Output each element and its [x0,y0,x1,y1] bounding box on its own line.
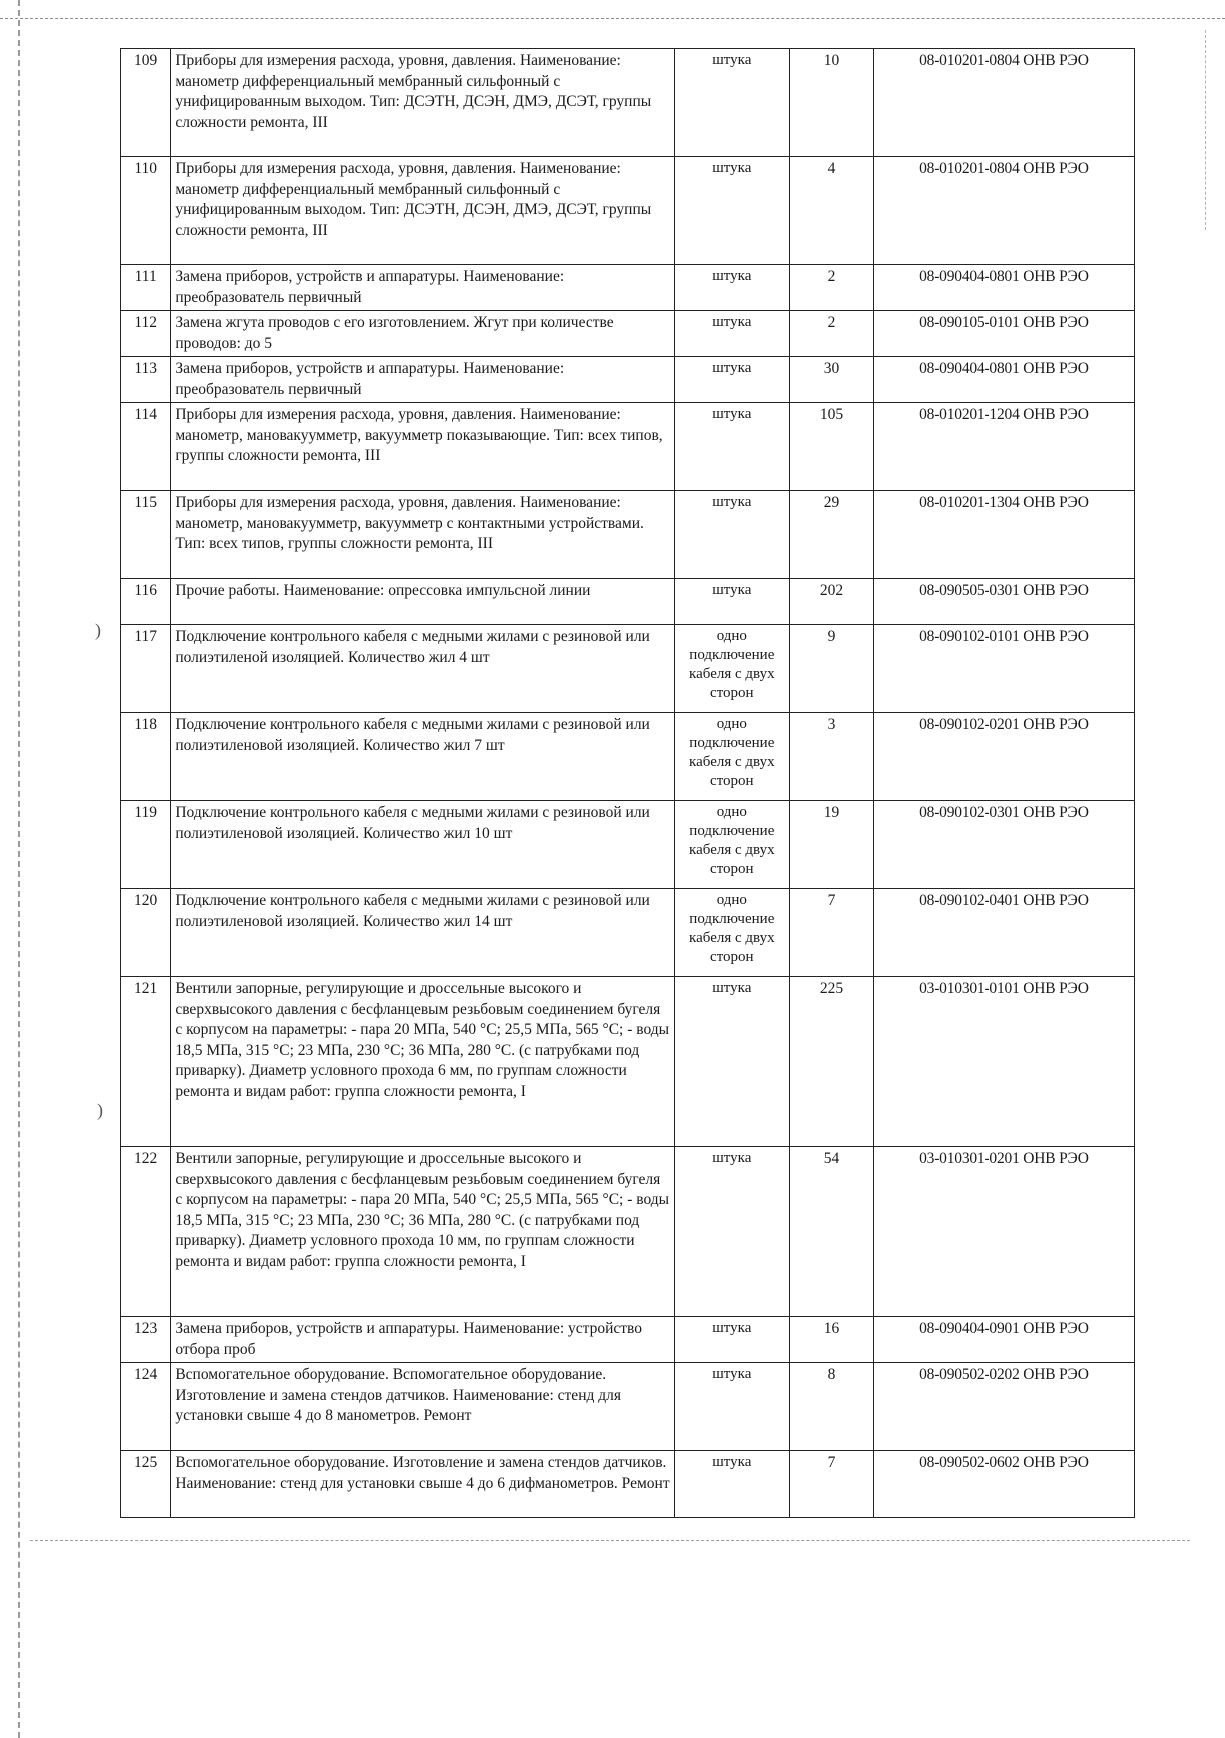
table-row [121,49,1135,157]
scan-artifact-mark: ) [97,1100,103,1120]
quantity: 29 [790,491,874,579]
table-row [121,265,1135,311]
row-number: 117 [121,625,171,713]
table-row [121,491,1135,579]
work-description: Приборы для измерения расхода, уровня, давления. Наименование: манометр дифференциальный мембранный сильфонный с унифицированным выходом. Тип: ДСЭТН, ДСЭН, ДМЭ, ДСЭТ, группы сложности ремонта, III [171,157,674,265]
quantity: 30 [790,357,874,403]
row-number: 121 [121,977,171,1147]
work-description: Замена жгута проводов с его изготовлением. Жгут при количестве проводов: до 5 [171,311,674,357]
work-description: Вспомогательное оборудование. Вспомогательное оборудование. Изготовление и замена стендов датчиков. Наименование: стенд для установки свыше 4 до 8 манометров. Ремонт [171,1363,674,1451]
quantity: 8 [790,1363,874,1451]
row-number: 110 [121,157,171,265]
row-number: 111 [121,265,171,311]
row-number: 123 [121,1317,171,1363]
norm-code: 08-090404-0901 ОНВ РЭО [873,1317,1134,1363]
norm-code: 08-090105-0101 ОНВ РЭО [873,311,1134,357]
row-number: 120 [121,889,171,977]
norm-code: 08-090505-0301 ОНВ РЭО [873,579,1134,625]
unit-of-measure: штука [674,1317,789,1363]
quantity: 54 [790,1147,874,1317]
unit-of-measure: одно подключение кабеля с двух сторон [674,889,789,977]
work-description: Подключение контрольного кабеля с медными жилами с резиновой или полиэтиленой изоляцией. Количество жил 4 шт [171,625,674,713]
row-number: 109 [121,49,171,157]
work-description: Замена приборов, устройств и аппаратуры. Наименование: преобразователь первичный [171,265,674,311]
row-number: 113 [121,357,171,403]
row-number: 115 [121,491,171,579]
row-number: 122 [121,1147,171,1317]
work-description: Подключение контрольного кабеля с медными жилами с резиновой или полиэтиленовой изоляцией. Количество жил 7 шт [171,713,674,801]
table-row [121,889,1135,977]
unit-of-measure: штука [674,1451,789,1518]
work-description: Приборы для измерения расхода, уровня, давления. Наименование: манометр дифференциальный мембранный сильфонный с унифицированным выходом. Тип: ДСЭТН, ДСЭН, ДМЭ, ДСЭТ, группы сложности ремонта, III [171,49,674,157]
table-row [121,977,1135,1147]
norm-code: 03-010301-0201 ОНВ РЭО [873,1147,1134,1317]
unit-of-measure: штука [674,357,789,403]
norm-code: 08-090102-0301 ОНВ РЭО [873,801,1134,889]
work-description: Приборы для измерения расхода, уровня, давления. Наименование: манометр, мановакуумметр, вакуумметр показывающие. Тип: всех типов, группы сложности ремонта, III [171,403,674,491]
quantity: 3 [790,713,874,801]
quantity: 10 [790,49,874,157]
scan-border-top [0,18,1225,19]
table-row [121,311,1135,357]
row-number: 112 [121,311,171,357]
quantity: 225 [790,977,874,1147]
quantity: 16 [790,1317,874,1363]
unit-of-measure: штука [674,977,789,1147]
norm-code: 08-010201-0804 ОНВ РЭО [873,157,1134,265]
norm-code: 08-090102-0401 ОНВ РЭО [873,889,1134,977]
norm-code: 08-090404-0801 ОНВ РЭО [873,265,1134,311]
scan-border-right [1205,30,1206,230]
unit-of-measure: штука [674,579,789,625]
table-row [121,713,1135,801]
work-description: Приборы для измерения расхода, уровня, давления. Наименование: манометр, мановакуумметр, вакуумметр с контактными устройствами. Тип: всех типов, группы сложности ремонта, III [171,491,674,579]
norm-code: 08-090502-0602 ОНВ РЭО [873,1451,1134,1518]
work-description: Подключение контрольного кабеля с медными жилами с резиновой или полиэтиленовой изоляцией. Количество жил 14 шт [171,889,674,977]
unit-of-measure: штука [674,157,789,265]
work-description: Подключение контрольного кабеля с медными жилами с резиновой или полиэтиленовой изоляцией. Количество жил 10 шт [171,801,674,889]
table-row [121,1317,1135,1363]
norm-code: 08-090102-0201 ОНВ РЭО [873,713,1134,801]
norm-code: 08-090102-0101 ОНВ РЭО [873,625,1134,713]
unit-of-measure: штука [674,491,789,579]
quantity: 19 [790,801,874,889]
unit-of-measure: штука [674,1147,789,1317]
quantity: 7 [790,1451,874,1518]
table-row [121,1451,1135,1518]
row-number: 125 [121,1451,171,1518]
work-description: Прочие работы. Наименование: опрессовка импульсной линии [171,579,674,625]
table-row [121,1147,1135,1317]
table-row [121,357,1135,403]
scan-artifact-mark: ) [95,620,101,640]
table-row [121,625,1135,713]
unit-of-measure: штука [674,265,789,311]
norm-code: 03-010301-0101 ОНВ РЭО [873,977,1134,1147]
row-number: 124 [121,1363,171,1451]
row-number: 119 [121,801,171,889]
work-description: Замена приборов, устройств и аппаратуры. Наименование: преобразователь первичный [171,357,674,403]
norm-code: 08-010201-1204 ОНВ РЭО [873,403,1134,491]
unit-of-measure: штука [674,311,789,357]
quantity: 2 [790,265,874,311]
work-description: Вспомогательное оборудование. Изготовление и замена стендов датчиков. Наименование: стенд для установки свыше 4 до 6 дифманометров. Ремонт [171,1451,674,1518]
work-description: Вентили запорные, регулирующие и дроссельные высокого и сверхвысокого давления с бесфланцевым резьбовым соединением бугеля с корпусом на параметры: - пара 20 МПа, 540 °С; 25,5 МПа, 565 °С; - воды 18,5 МПа, 315 °С; 23 МПа, 230 °С; 36 МПа, 280 °С. (с патрубками под приварку). Диаметр условного прохода 10 мм, по группам сложности ремонта и видам работ: группа сложности ремонта, I [171,1147,674,1317]
unit-of-measure: штука [674,1363,789,1451]
norm-code: 08-090404-0801 ОНВ РЭО [873,357,1134,403]
table-row [121,801,1135,889]
row-number: 114 [121,403,171,491]
norm-code: 08-090502-0202 ОНВ РЭО [873,1363,1134,1451]
row-number: 116 [121,579,171,625]
scan-border-left [18,0,20,1738]
scan-border-bottom [30,1540,1190,1541]
table-row [121,157,1135,265]
estimate-table [120,48,1135,1518]
quantity: 7 [790,889,874,977]
unit-of-measure: одно подключение кабеля с двух сторон [674,713,789,801]
table-row [121,403,1135,491]
quantity: 9 [790,625,874,713]
work-description: Замена приборов, устройств и аппаратуры. Наименование: устройство отбора проб [171,1317,674,1363]
row-number: 118 [121,713,171,801]
quantity: 202 [790,579,874,625]
norm-code: 08-010201-0804 ОНВ РЭО [873,49,1134,157]
norm-code: 08-010201-1304 ОНВ РЭО [873,491,1134,579]
table-row [121,579,1135,625]
unit-of-measure: одно подключение кабеля с двух сторон [674,625,789,713]
table-row [121,1363,1135,1451]
quantity: 4 [790,157,874,265]
unit-of-measure: штука [674,49,789,157]
quantity: 105 [790,403,874,491]
quantity: 2 [790,311,874,357]
work-description: Вентили запорные, регулирующие и дроссельные высокого и сверхвысокого давления с бесфланцевым резьбовым соединением бугеля с корпусом на параметры: - пара 20 МПа, 540 °С; 25,5 МПа, 565 °С; - воды 18,5 МПа, 315 °С; 23 МПа, 230 °С; 36 МПа, 280 °С. (с патрубками под приварку). Диаметр условного прохода 6 мм, по группам сложности ремонта и видам работ: группа сложности ремонта, I [171,977,674,1147]
unit-of-measure: штука [674,403,789,491]
unit-of-measure: одно подключение кабеля с двух сторон [674,801,789,889]
